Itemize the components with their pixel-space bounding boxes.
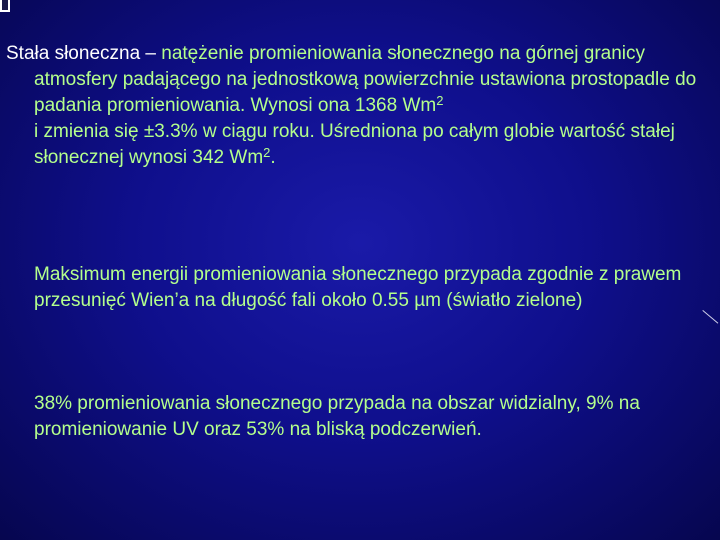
- paragraph-spectrum-distribution: 38% promieniowania słonecznego przypada na obszar widzialny, 9% na promieniowanie UV oraz 53% na bliską podczerwień.: [34, 393, 640, 440]
- paragraph-solar-constant: [6, 41, 714, 171]
- variation-text: i zmienia się ±3.3% w ciągu roku. Uśredniona po całym globie wartość stałej słonecznej wynosi 342 Wm: [34, 121, 675, 168]
- corner-marker: [0, 0, 10, 12]
- exponent-2: 2: [263, 145, 271, 160]
- paragraph-wien-law: Maksimum energii promieniowania słonecznego przypada zgodnie z prawem przesunięć Wien’a na długość fali około 0.55 µm (światło zielone): [34, 264, 682, 311]
- term-solar-constant: Stała słoneczna –: [6, 43, 162, 64]
- definition-text: natężenie promieniowania słonecznego na górnej granicy atmosfery padającego na jednostkową powierzchnie ustawiona prostopadle do padania promieniowania. Wynosi ona 1368 Wm: [34, 43, 697, 116]
- exponent-1: 2: [436, 93, 444, 108]
- period: .: [270, 147, 276, 168]
